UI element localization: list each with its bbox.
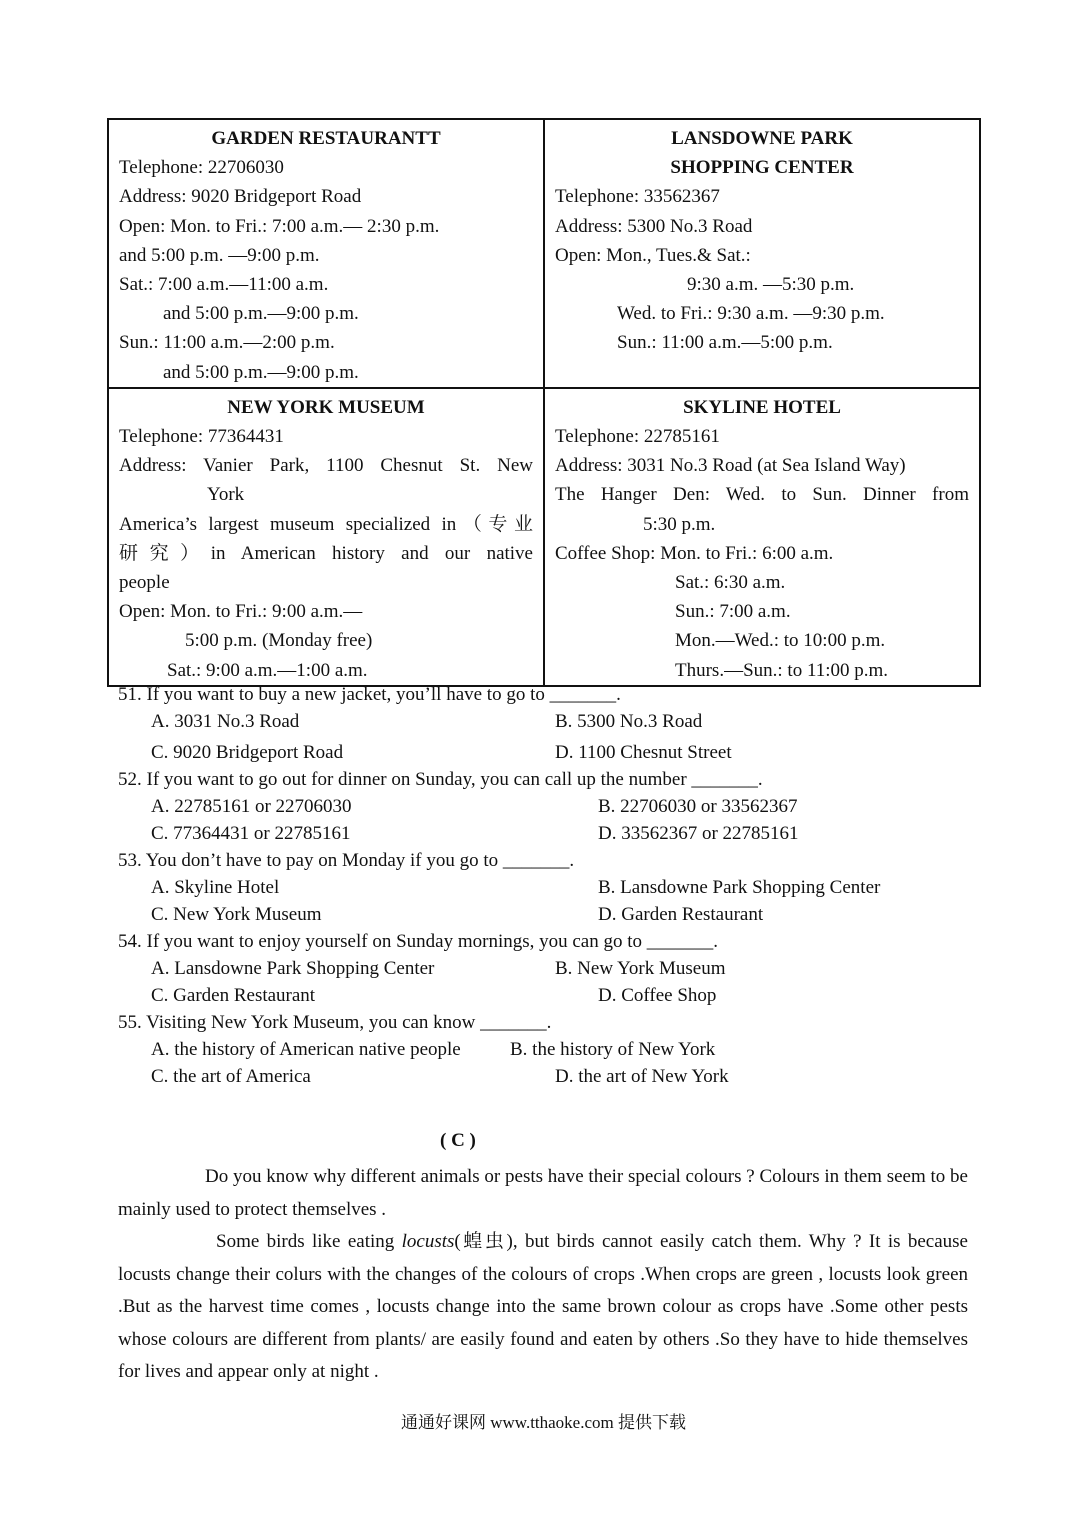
lansdowne-title-1: LANSDOWNE PARK [671, 128, 853, 149]
lansdowne-line: Open: Mon., Tues.& Sat.: [555, 244, 751, 266]
skyline-title: SKYLINE HOTEL [683, 396, 841, 418]
options-row [118, 1036, 978, 1063]
option-d: D. 33562367 or 22785161 [598, 823, 799, 844]
garden-line: Telephone: 22706030 [119, 157, 284, 179]
garden-title: GARDEN RESTAURANTT [211, 128, 441, 149]
questions [118, 681, 978, 1090]
question-54 [118, 928, 978, 1009]
option-b: B. the history of New York [510, 1039, 716, 1060]
options-row [118, 1063, 978, 1090]
option-b: B. Lansdowne Park Shopping Center [598, 877, 881, 898]
museum-line: Open: Mon. to Fri.: 9:00 a.m.— [119, 601, 363, 623]
lansdowne-line: Wed. to Fri.: 9:30 a.m. —9:30 p.m. [617, 303, 885, 325]
question-stem: 53. You don’t have to pay on Monday if you go to _______. [118, 850, 575, 871]
option-a: A. Skyline Hotel [151, 877, 280, 898]
question-stem: 54. If you want to enjoy yourself on Sunday mornings, you can go to _______. [118, 931, 719, 952]
museum-line: Telephone: 77364431 [119, 426, 284, 448]
paragraph-2-start: Some birds like eating [216, 1231, 402, 1252]
option-c: C. Garden Restaurant [151, 985, 316, 1006]
skyline-line: Coffee Shop: Mon. to Fri.: 6:00 a.m. [555, 542, 834, 564]
museum-line: people [119, 572, 170, 594]
lansdowne-line: 9:30 a.m. —5:30 p.m. [687, 274, 855, 296]
museum-line: York [207, 484, 245, 506]
paragraph-2 [118, 1226, 968, 1389]
skyline-line: Sat.: 6:30 a.m. [675, 572, 786, 594]
section-heading: ( C ) [440, 1130, 476, 1151]
skyline-line: Thurs.—Sun.: to 11:00 p.m. [675, 659, 889, 681]
garden-line: and 5:00 p.m.—9:00 p.m. [163, 361, 359, 383]
locusts-word: locusts [401, 1231, 455, 1252]
garden-line: Sun.: 11:00 a.m.—2:00 p.m. [119, 332, 335, 354]
skyline-line: Address: 3031 No.3 Road (at Sea Island Way) [555, 455, 906, 477]
options-row [118, 820, 978, 847]
question-stem: 55. Visiting New York Museum, you can know _______. [118, 1012, 552, 1033]
option-c: C. New York Museum [151, 904, 322, 925]
option-b: B. New York Museum [555, 958, 726, 979]
museum-line: Address: Vanier Park, 1100 Chesnut St. New [119, 455, 533, 477]
lansdowne-line: Address: 5300 No.3 Road [555, 215, 753, 237]
skyline-cell [544, 388, 980, 686]
option-d: D. the art of New York [555, 1066, 729, 1087]
option-a: A. the history of American native people [151, 1039, 461, 1060]
option-c: C. the art of America [151, 1066, 311, 1087]
options-row [118, 708, 978, 739]
skyline-line: Telephone: 22785161 [555, 426, 720, 448]
museum-line: 研究）in American history and our native [119, 542, 533, 564]
option-d: D. 1100 Chesnut Street [555, 742, 732, 763]
garden-line: and 5:00 p.m. —9:00 p.m. [119, 244, 320, 266]
skyline-line: The Hanger Den: Wed. to Sun. Dinner from [555, 484, 969, 506]
option-a: A. 22785161 or 22706030 [151, 796, 352, 817]
options-row [118, 739, 978, 766]
options-row [118, 793, 978, 820]
museum-cell [108, 388, 544, 686]
option-d: D. Garden Restaurant [598, 904, 764, 925]
question-51 [118, 681, 978, 766]
question-52 [118, 766, 978, 847]
garden-line: and 5:00 p.m.—9:00 p.m. [163, 303, 359, 325]
museum-line: Sat.: 9:00 a.m.—1:00 a.m. [167, 659, 368, 681]
museum-title: NEW YORK MUSEUM [227, 396, 425, 418]
options-row [118, 874, 978, 901]
garden-line: Sat.: 7:00 a.m.—11:00 a.m. [119, 274, 329, 296]
info-table [107, 118, 981, 687]
options-row [118, 901, 978, 928]
option-a: A. 3031 No.3 Road [151, 711, 300, 732]
option-b: B. 5300 No.3 Road [555, 711, 703, 732]
question-55 [118, 1009, 978, 1090]
option-a: A. Lansdowne Park Shopping Center [151, 958, 435, 979]
garden-line: Address: 9020 Bridgeport Road [119, 186, 362, 208]
garden-line: Open: Mon. to Fri.: 7:00 a.m.— 2:30 p.m. [119, 215, 440, 237]
option-c: C. 9020 Bridgeport Road [151, 742, 344, 763]
lansdowne-title-2: SHOPPING CENTER [670, 157, 854, 179]
skyline-line: 5:30 p.m. [643, 513, 716, 535]
museum-line: America’s largest museum specialized in（专业 [119, 513, 533, 535]
question-53 [118, 847, 978, 928]
option-b: B. 22706030 or 33562367 [598, 796, 798, 817]
lansdowne-line: Sun.: 11:00 a.m.—5:00 p.m. [617, 332, 833, 354]
skyline-line: Mon.—Wed.: to 10:00 p.m. [675, 630, 886, 652]
lansdowne-line: Telephone: 33562367 [555, 186, 720, 208]
footer: 通通好课网 www.tthaoke.com 提供下载 [400, 1413, 687, 1432]
option-c: C. 77364431 or 22785161 [151, 823, 351, 844]
question-stem: 51. If you want to buy a new jacket, you’ll have to go to _______. [118, 684, 621, 705]
paragraph-2-rest: (蝗虫), but birds cannot easily catch them. Why ? It is because locusts change their colurs with the changes of the colours of crops .When crops are green , locusts look green .But as the harvest time comes , locusts change into the same brown colour as crops have .Some other pests whose colours are different from plants/ are easily found and eaten by others .So they have to hide themselves for lives and appear only at night . [118, 1231, 968, 1383]
museum-line: 5:00 p.m. (Monday free) [185, 630, 373, 652]
garden-restaurant-cell [108, 119, 544, 388]
question-stem: 52. If you want to go out for dinner on Sunday, you can call up the number _______. [118, 769, 763, 790]
options-row [118, 955, 978, 982]
lansdowne-cell [544, 119, 980, 388]
paragraph-1: Do you know why different animals or pests have their special colours ? Colours in them seem to be mainly used to protect themselves . [118, 1166, 968, 1220]
options-row [118, 982, 978, 1009]
option-d: D. Coffee Shop [598, 985, 717, 1006]
skyline-line: Sun.: 7:00 a.m. [675, 601, 791, 623]
